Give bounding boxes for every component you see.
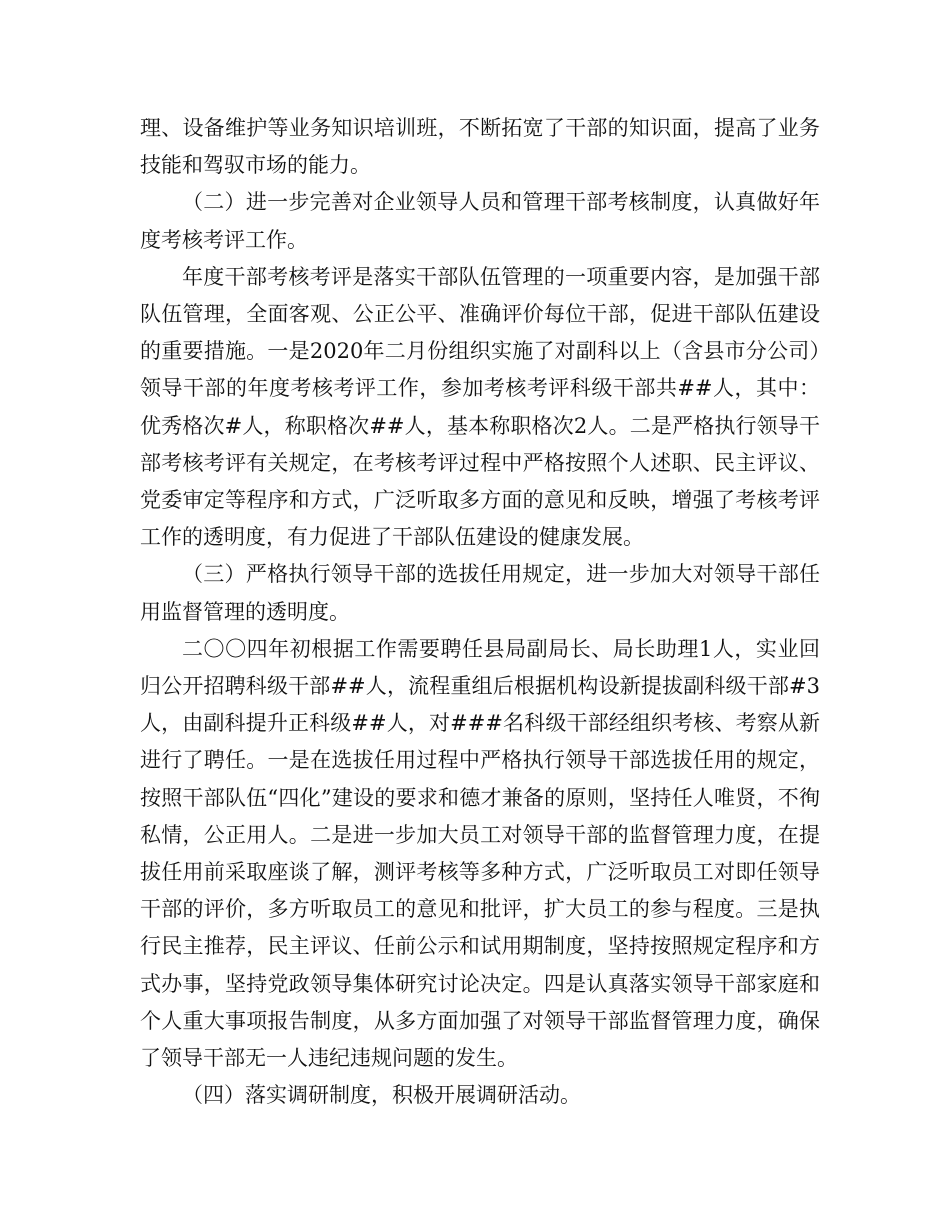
section-heading-2: （二）进一步完善对企业领导人员和管理干部考核制度，认真做好年度考核考评工作。 (140, 190, 820, 252)
paragraph-continuation: 理、设备维护等业务知识培训班，不断拓宽了干部的知识面，提高了业务技能和驾驭市场的能力。 (140, 116, 820, 178)
paragraph-selection-appointment: 二〇〇四年初根据工作需要聘任县局副局长、局长助理1人，实业回归公开招聘科级干部##人，流程重组后根据机构设新提拔副科级干部#3人，由副科提升正科级##人，对###名科级干部经组织考核、考察从新进行了聘任。一是在选拔任用过程中严格执行领导干部选拔任用的规定，按照干部队伍“四化”建设的要求和德才兼备的原则，坚持任人唯贤，不徇私情，公正用人。二是进一步加大员工对领导干部的监督管理力度，在提拔任用前采取座谈了解，测评考核等多种方式，广泛听取员工对即任领导干部的评价，多方听取员工的意见和批评，扩大员工的参与程度。三是执行民主推荐，民主评议、任前公示和试用期制度，坚持按照规定程序和方式办事，坚持党政领导集体研究讨论决定。四是认真落实领导干部家庭和个人重大事项报告制度，从多方面加强了对领导干部监督管理力度，确保了领导干部无一人违纪违规问题的发生。 (140, 636, 820, 1071)
section-heading-3: （三）严格执行领导干部的选拔任用规定，进一步加大对领导干部任用监督管理的透明度。 (140, 562, 820, 624)
paragraph-annual-assessment: 年度干部考核考评是落实干部队伍管理的一项重要内容，是加强干部队伍管理，全面客观、公正公平、准确评价每位干部，促进干部队伍建设的重要措施。一是2020年二月份组织实施了对副科以上（含县市分公司）领导干部的年度考核考评工作，参加考核考评科级干部共##人，其中：优秀格次#人，称职格次##人，基本称职格次2人。二是严格执行领导干部考核考评有关规定，在考核考评过程中严格按照个人述职、民主评议、党委审定等程序和方式，广泛听取多方面的意见和反映，增强了考核考评工作的透明度，有力促进了干部队伍建设的健康发展。 (140, 264, 820, 550)
section-heading-4: （四）落实调研制度，积极开展调研活动。 (182, 1083, 581, 1108)
document-body (140, 110, 820, 1114)
